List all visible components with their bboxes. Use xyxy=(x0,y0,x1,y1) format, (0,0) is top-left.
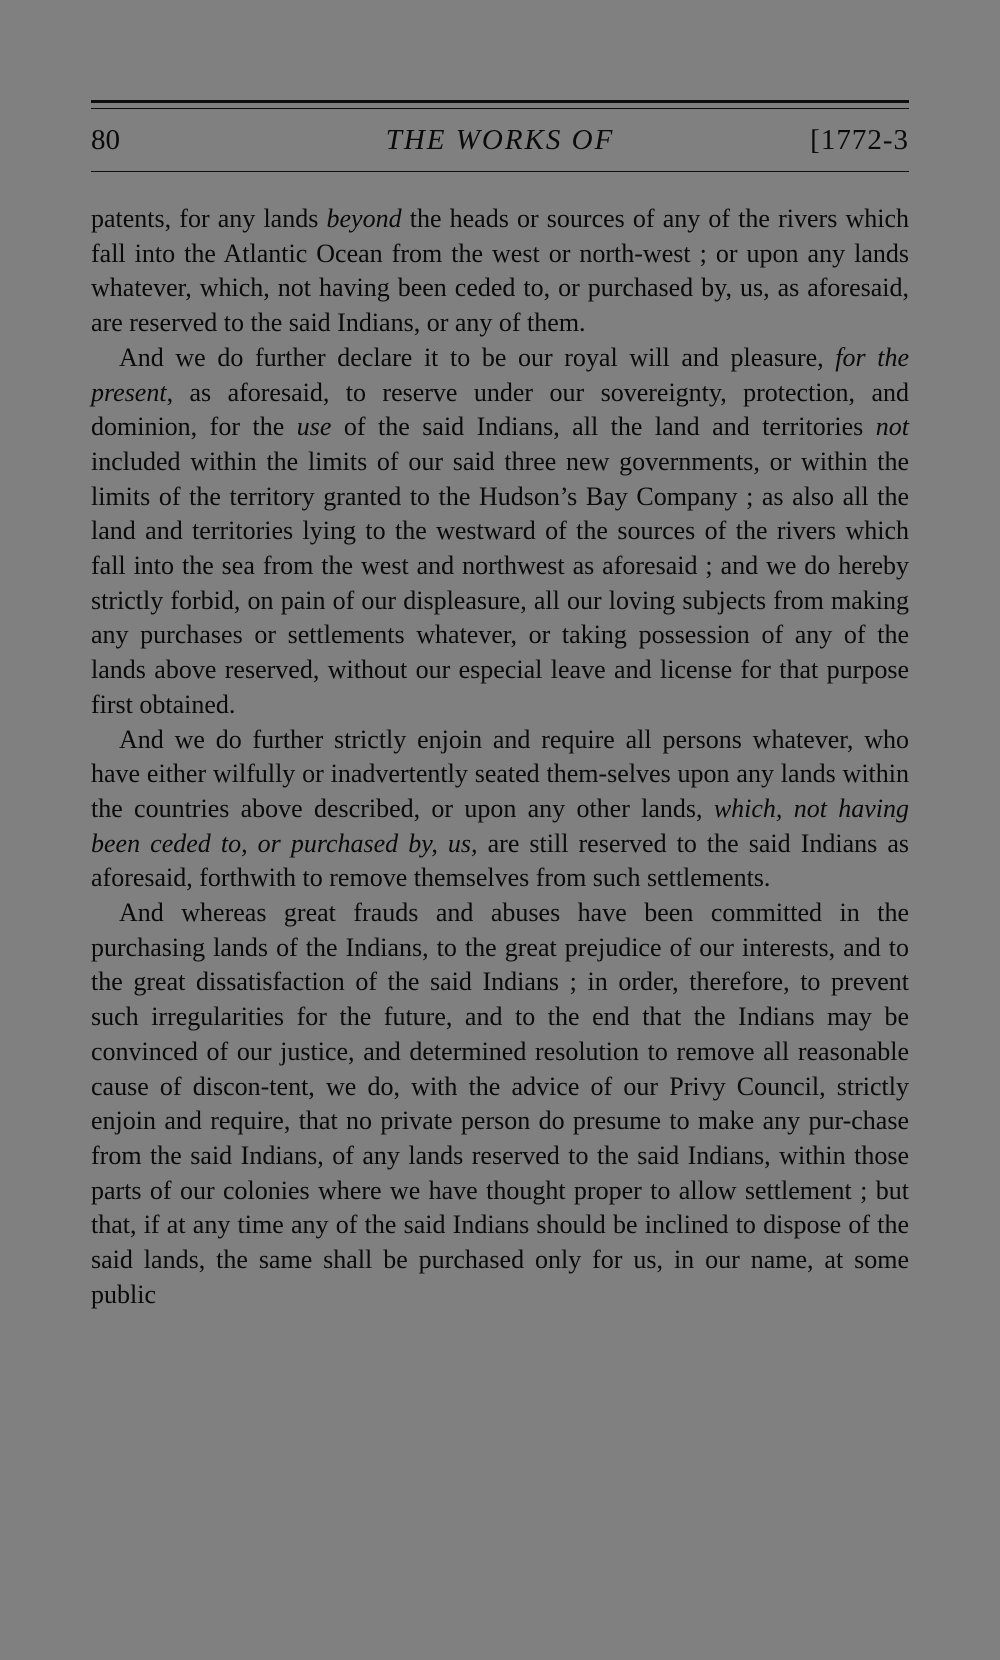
running-title: THE WORKS OF xyxy=(385,124,615,156)
text-run: , as aforesaid, to reserve under our sovereignty, protection, and dominion, for the xyxy=(91,377,909,442)
italic-text: not xyxy=(875,412,909,442)
body-text xyxy=(91,202,909,1313)
italic-text: which, not having been ceded to, or purchased by, us, xyxy=(91,793,909,858)
text-run: of the said Indians, all the land and territories xyxy=(331,412,876,442)
text-run: are still reserved to the said Indians as aforesaid, forthwith to remove themselves from such settlements. xyxy=(91,828,909,893)
header-rule xyxy=(91,171,909,172)
text-run: And whereas great frauds and abuses have been committed in the purchasing lands of the Indians, to the great prejudice of our interests, and to the great dissatisfaction of the said Indians ; in order, therefore, to prevent such irregularities for the future, and to the end that the Indians may be convinced of our justice, and determined resolution to remove all reasonable cause of discon-tent, we do, with the advice of our Privy Council, strictly enjoin and require, that no private person do presume to make any pur-chase from the said Indians, of any lands reserved to the said Indians, within those parts of our colonies where we have thought proper to allow settlement ; but that, if at any time any of the said Indians should be inclined to dispose of the said lands, the same shall be purchased only for us, in our name, at some public xyxy=(91,898,909,1309)
top-rule xyxy=(91,100,909,103)
running-header xyxy=(91,109,909,171)
paragraph xyxy=(91,723,909,897)
text-run: patents, for any lands xyxy=(91,204,327,233)
date-range: [1772-3 xyxy=(810,124,909,156)
italic-text: for the present xyxy=(91,342,910,407)
paragraph xyxy=(91,896,909,1312)
text-run: And we do further strictly enjoin and require all persons whatever, who have either wilfully or inadvertently seated them-selves upon any lands within the countries above described, or upon any other lands, xyxy=(91,724,909,823)
page-number: 80 xyxy=(91,124,120,156)
text-run: And we do further declare it to be our royal will and pleasure, xyxy=(119,342,836,372)
book-page xyxy=(91,100,909,1313)
text-run: included within the limits of our said three new governments, or within the limits of the territory granted to the Hudson’s Bay Company ; as also all the land and territories lying to the westward of the sources of the rivers which fall into the sea from the west and northwest as aforesaid ; and we do hereby strictly forbid, on pain of our displeasure, all our loving subjects from making any purchases or settlements whatever, or taking possession of any of the lands above reserved, without our especial leave and license for that purpose first obtained. xyxy=(91,446,909,719)
text-run: the heads or sources of any of the rivers which fall into the Atlantic Ocean from the west or north-west ; or upon any lands whatever, which, not having been ceded to, or purchased by, us, as aforesaid, are reserved to the said Indians, or any of them. xyxy=(91,204,910,338)
italic-text: use xyxy=(296,412,332,442)
paragraph xyxy=(91,202,909,341)
paragraph xyxy=(91,341,909,723)
italic-text: beyond xyxy=(326,204,402,233)
